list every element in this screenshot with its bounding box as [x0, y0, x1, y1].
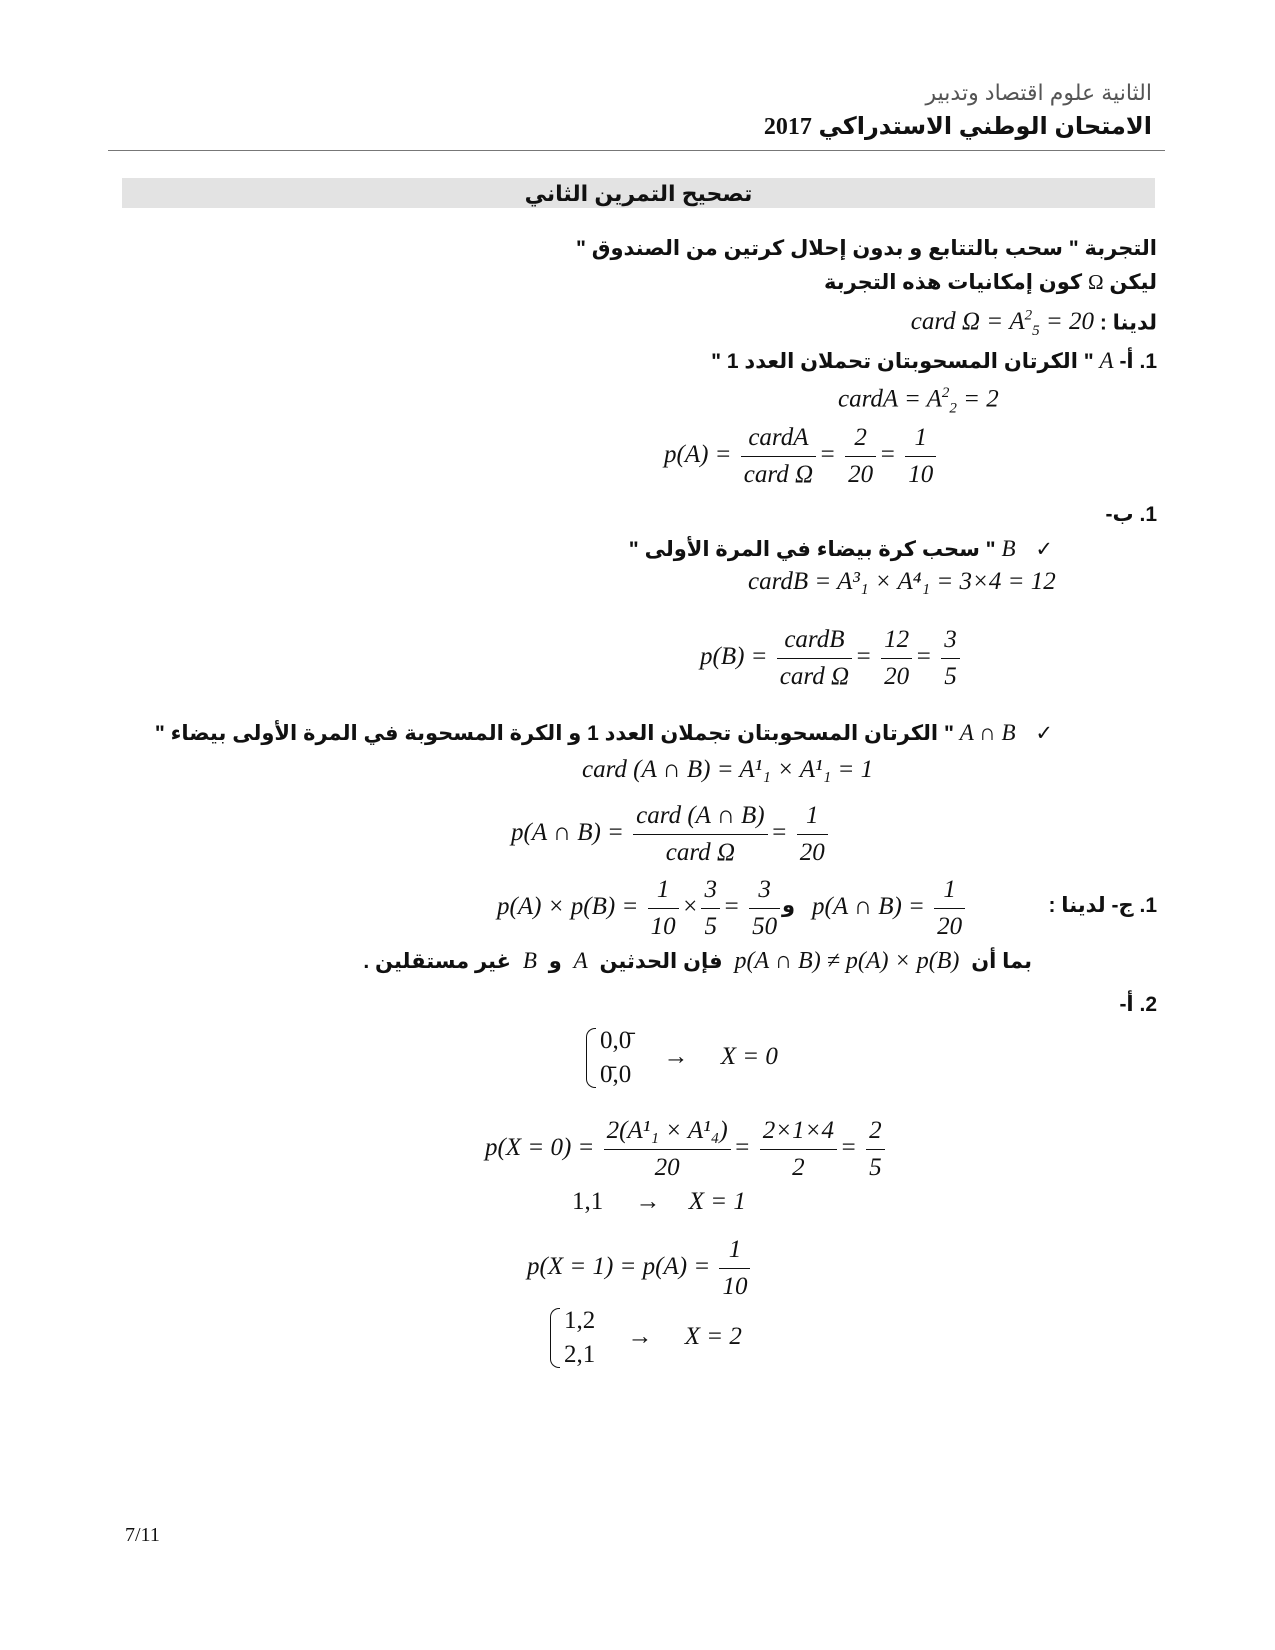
fraction: $\frac{1}{20}$: [934, 872, 965, 945]
fraction: $\frac{3}{5}$: [941, 622, 960, 695]
conclusion-since: بما أن: [971, 950, 1032, 973]
event-b-text: " سحب كرة بيضاء في المرة الأولى ": [628, 538, 996, 561]
card-b-equation: cardB = A³₁ × A⁴₁ = 3×4 = 12: [748, 568, 1056, 595]
probability-a-inter-b-equation: p(A ∩ B) = $\frac{\text{card (A ∩ B)}}{\text{card Ω}}$ = $\frac{1}{20}$: [511, 798, 831, 871]
universe-suffix: كون إمكانيات هذه التجربة: [824, 271, 1083, 294]
fraction: $\frac{1}{20}$: [797, 798, 828, 871]
conclusion-b: B: [522, 948, 537, 973]
card-a-inter-b-equation: card (A ∩ B) = A¹₁ × A¹₁ = 1: [582, 756, 874, 783]
check-icon: ✓: [1035, 721, 1053, 745]
event-b-symbol: B: [1001, 536, 1016, 561]
event-b-statement: [629, 536, 1053, 562]
brace-cases: 1,2 2,1: [550, 1304, 595, 1372]
fraction: $\frac{\text{card (A ∩ B)}}{\text{card Ω}}$: [633, 798, 767, 871]
fraction: $\frac{\text{cardB}}{\text{card Ω}}$: [777, 622, 852, 695]
event-a-inter-b-symbol: A ∩ B: [959, 720, 1016, 745]
and-word: و: [782, 894, 796, 917]
q2a-label: 2. أ-: [1119, 993, 1157, 1016]
arrow-icon: →: [627, 1322, 653, 1350]
header-year: 2017: [763, 114, 812, 140]
case-x0: 0,0̄ 0̄,0 → X = 0: [586, 1024, 778, 1092]
section-title: تصحيح التمرين الثاني: [524, 181, 753, 206]
universe-prefix: ليكن: [1109, 271, 1157, 294]
fraction: $\frac{2}{5}$: [866, 1113, 885, 1186]
case-x1: 1,1 → X = 1: [572, 1188, 746, 1215]
probability-x0-equation: p(X = 0) = $\frac{\text{2(A¹₁ × A¹₄)}}{20}$ = $\frac{2\times 1\times 4}{2}$ = $\frac{2}{5}$: [485, 1113, 888, 1186]
probability-x1-equation: p(X = 1) = p(A) = $\frac{1}{10}$: [527, 1232, 753, 1305]
brace-cases: 0,0̄ 0̄,0: [586, 1024, 631, 1092]
event-a-inter-b-statement: [155, 720, 1053, 746]
q1c-label: 1. ج- لدينا :: [1048, 894, 1157, 917]
event-a-inter-b-text: " الكرتان المسحوبتان تجملان العدد 1 و الكرة المسحوبة في المرة الأولى بيضاء ": [154, 722, 954, 745]
fraction: $\frac{2\times 1\times 4}{2}$: [760, 1113, 837, 1186]
fraction: $\frac{3}{50}$: [749, 872, 780, 945]
fraction: $\frac{12}{20}$: [881, 622, 912, 695]
arrow-icon: →: [635, 1188, 661, 1215]
universe-statement: [824, 270, 1157, 295]
arrow-icon: →: [663, 1042, 689, 1070]
page-number: 7/11: [125, 1524, 160, 1546]
fraction: $\frac{2}{20}$: [845, 420, 876, 493]
fraction: $\frac{1}{10}$: [648, 872, 679, 945]
probability-a-equation: p(A) = $\frac{\text{cardA}}{\text{card Ω}}$ = $\frac{2}{20}$ = $\frac{1}{10}$: [664, 420, 939, 493]
experiment-statement: التجربة " سحب بالتتابع و بدون إحلال كرتين من الصندوق ": [575, 237, 1157, 260]
fraction: $\frac{\text{cardA}}{\text{card Ω}}$: [741, 420, 816, 493]
p-a-times-p-b-value: p(A) × p(B) = $\frac{1}{10}$ × $\frac{3}{5}$ = $\frac{3}{50}$: [497, 872, 783, 945]
conclusion-then: فإن الحدثين: [599, 950, 723, 973]
q1b-label: 1. ب-: [1105, 503, 1157, 526]
fraction: $\frac{1}{10}$: [719, 1232, 750, 1305]
header-title-text: الامتحان الوطني الاستدراكي: [818, 113, 1152, 140]
event-a-symbol: A: [1099, 348, 1114, 373]
fraction: $\frac{1}{10}$: [905, 420, 936, 493]
card-label: لدينا :: [1099, 311, 1157, 335]
header-subtitle: الثانية علوم اقتصاد وتدبير: [925, 80, 1152, 105]
header-divider: [108, 150, 1165, 151]
case-x2: 1,2 2,1 → X = 2: [550, 1304, 742, 1372]
card-a-equation: cardA = $A^2_2 = 2$: [838, 385, 999, 417]
omega-symbol: Ω: [1087, 270, 1104, 294]
card-omega-line: [911, 308, 1157, 340]
check-icon: ✓: [1035, 537, 1053, 561]
fraction: $\frac{\text{2(A¹₁ × A¹₄)}}{20}$: [604, 1113, 731, 1186]
conclusion-equation: p(A ∩ B) ≠ p(A) × p(B): [734, 948, 960, 974]
fraction: $\frac{3}{5}$: [701, 872, 720, 945]
header-title: [756, 112, 1152, 141]
conclusion-end: غير مستقلين .: [363, 950, 511, 973]
q1a-statement: [711, 348, 1157, 374]
card-omega-equation: card $\Omega = A^2_5 = 20$: [910, 308, 1094, 340]
conclusion-a: A: [573, 948, 588, 973]
event-a-text: " الكرتان المسحوبتان تحملان العدد 1 ": [711, 350, 1094, 373]
q1a-label: 1. أ-: [1119, 350, 1157, 373]
p-a-inter-b-value: p(A ∩ B) = $\frac{1}{20}$: [812, 872, 968, 945]
probability-b-equation: p(B) = $\frac{\text{cardB}}{\text{card Ω}}$ = $\frac{12}{20}$ = $\frac{3}{5}$: [700, 622, 963, 695]
conclusion-and: و: [548, 950, 562, 973]
independence-conclusion: [363, 948, 1032, 975]
